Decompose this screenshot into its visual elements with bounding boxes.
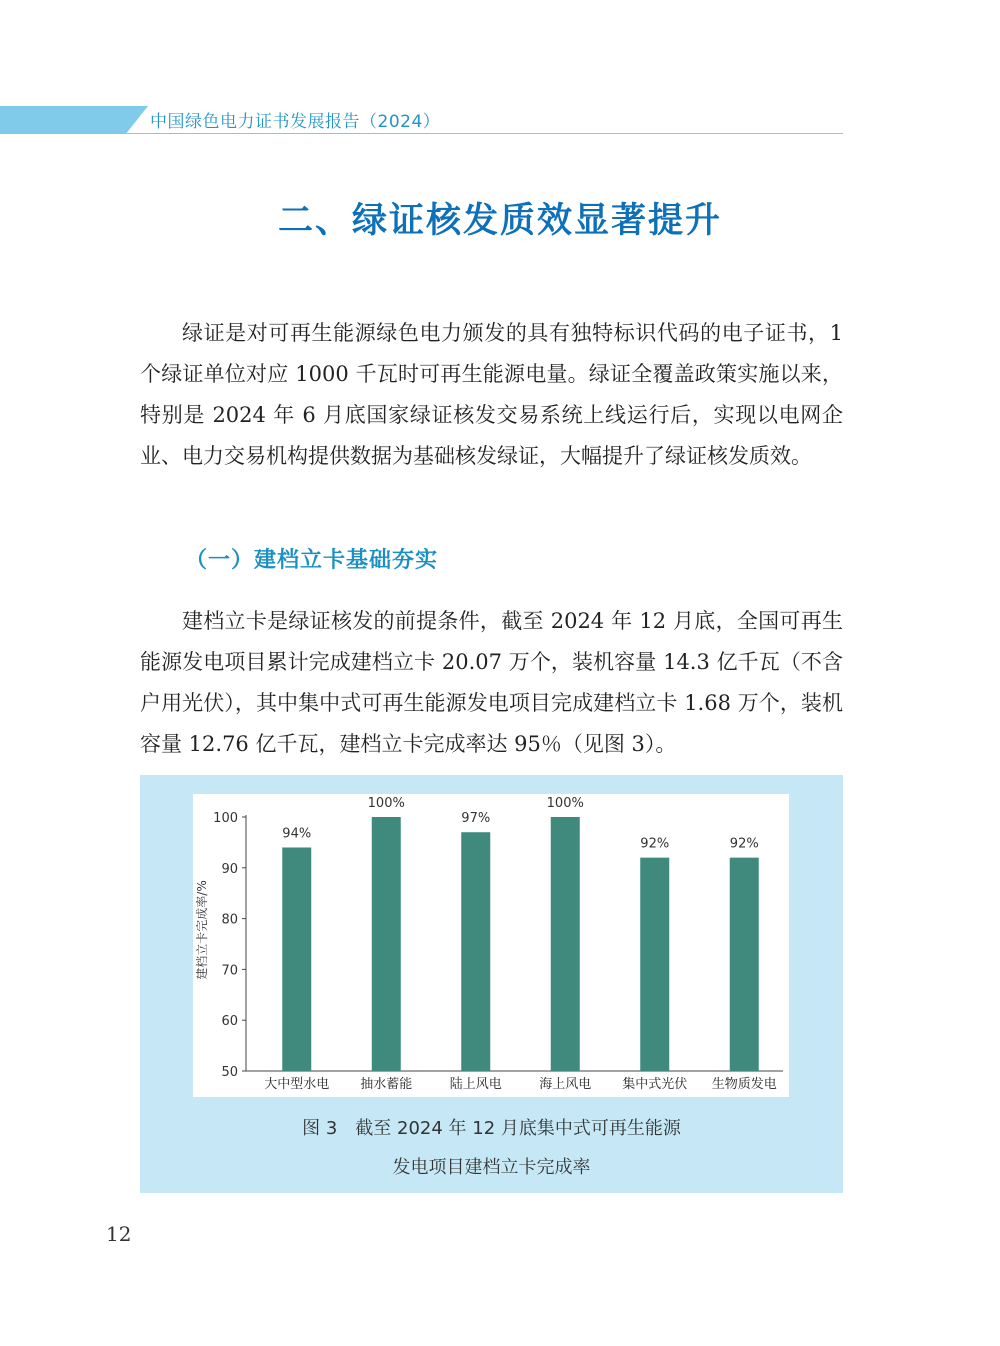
bar-value-label: 100%	[546, 796, 584, 811]
x-category-label: 生物质发电	[711, 1077, 777, 1092]
y-tick-label: 90	[221, 861, 238, 877]
bar-value-label: 92%	[729, 836, 759, 852]
body-paragraph-2: 建档立卡是绿证核发的前提条件，截至 2024 年 12 月底，全国可再生能源发电项目累计完成建档立卡 20.07 万个，装机容量 14.3 亿千瓦（不含户用光伏），其中集中式可再生能源发电项目完成建档立卡 1.68 万个，装机容量 12.76 亿千瓦，建档立卡完成率达 95％（见图 3）。	[140, 609, 843, 756]
x-category-label: 大中型水电	[264, 1077, 330, 1092]
bar-4	[551, 817, 580, 1071]
bar-value-label: 97%	[461, 811, 491, 827]
body-paragraph-1: 绿证是对可再生能源绿色电力颁发的具有独特标识代码的电子证书，1 个绿证单位对应 1000 千瓦时可再生能源电量。绿证全覆盖政策实施以来，特别是 2024 年 6 月底国家绿证核发交易系统上线运行后，实现以电网企业、电力交易机构提供数据为基础核发绿证，大幅提升了绿证核发质效。	[140, 321, 843, 468]
bar-1	[282, 847, 311, 1071]
y-axis-label: 建档立卡完成率/%	[195, 880, 209, 980]
bar-chart	[193, 794, 789, 1097]
subsection-heading: （一）建档立卡基础夯实	[185, 548, 439, 573]
y-tick-label: 70	[221, 963, 238, 979]
figure-3	[140, 775, 843, 1193]
x-category-label: 抽水蓄能	[360, 1077, 413, 1092]
y-tick-label: 50	[221, 1065, 238, 1080]
header-band	[0, 106, 148, 134]
bar-value-label: 92%	[640, 836, 670, 852]
y-tick-label: 100	[213, 811, 238, 826]
bar-chart-svg	[193, 794, 789, 1097]
x-category-label: 陆上风电	[449, 1077, 502, 1092]
figure-caption-line-2: 发电项目建档立卡完成率	[392, 1157, 591, 1178]
bar-value-label: 100%	[367, 796, 405, 811]
page-number: 12	[106, 1222, 132, 1246]
figure-caption-line-1: 图 3 截至 2024 年 12 月底集中式可再生能源	[302, 1118, 681, 1139]
section-title: 二、绿证核发质效显著提升	[277, 201, 722, 241]
running-header-title: 中国绿色电力证书发展报告（2024）	[150, 112, 441, 132]
y-tick-label: 60	[221, 1014, 238, 1030]
bar-2	[372, 817, 401, 1071]
bar-5	[640, 858, 669, 1071]
bar-6	[730, 858, 759, 1071]
x-category-label: 海上风电	[539, 1077, 592, 1092]
x-category-label: 集中式光伏	[622, 1077, 688, 1092]
y-tick-label: 80	[221, 912, 238, 928]
bar-3	[461, 832, 490, 1071]
header-rule	[118, 133, 843, 134]
bar-value-label: 94%	[282, 826, 312, 842]
